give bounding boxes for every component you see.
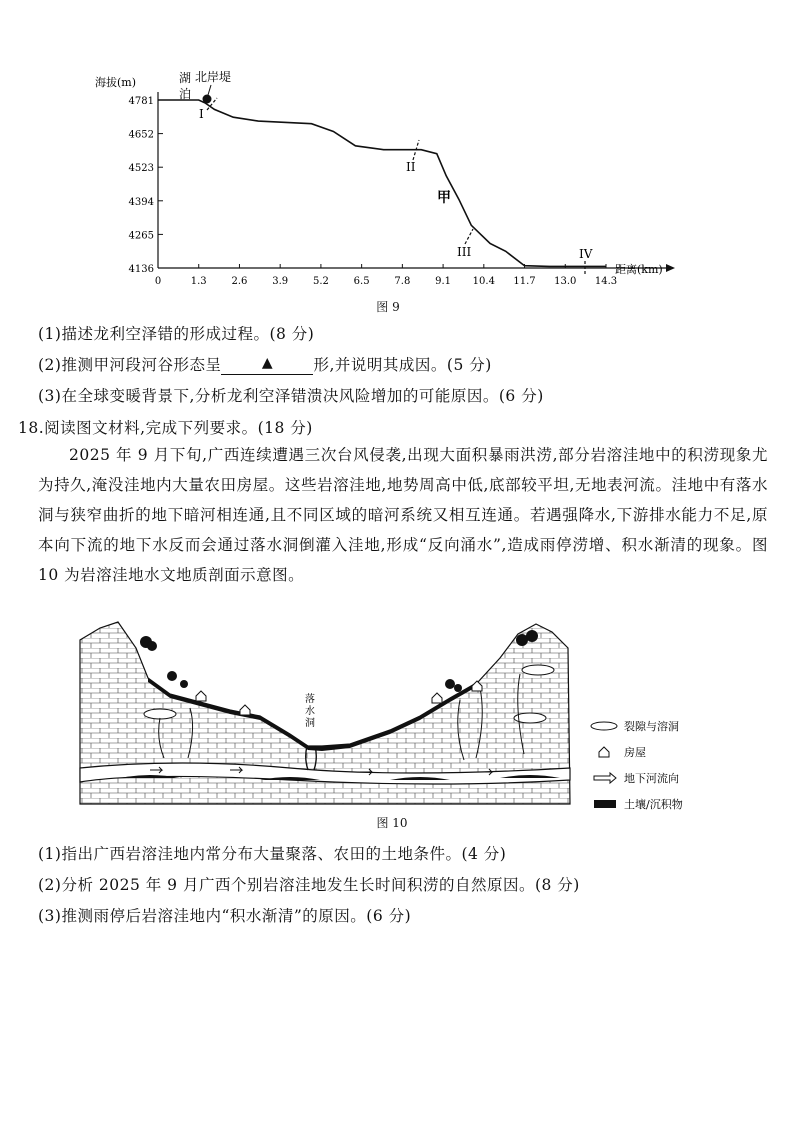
lake-point [203,95,212,104]
figure-9-chart [95,62,695,320]
q18-sub2: (2)分析 2025 年 9 月广西个别岩溶洼地发生长时间积涝的自然原因。(8 分) [38,876,580,894]
y-tick-label: 4265 [128,230,154,242]
q17-sub3: (3)在全球变暖背景下,分析龙利空泽错溃决风险增加的可能原因。(6 分) [38,387,544,405]
q18-sub1: (1)指出广西岩溶洼地内常分布大量聚落、农田的土地条件。(4 分) [38,845,507,863]
q18-heading: 18.阅读图文材料,完成下列要求。(18 分) [18,419,313,437]
q18-material [38,440,768,590]
x-tick-label: 0 [154,276,162,287]
q18-sub3: (3)推测雨停后岩溶洼地内“积水渐清”的原因。(6 分) [38,907,412,925]
y-tick-label: 4523 [128,163,154,175]
y-tick-label: 4781 [128,96,154,107]
legend-cave-symbol [591,722,617,730]
sinkhole-label-3: 洞 [305,718,315,729]
legend [591,719,683,811]
legend-flow-symbol [594,773,616,783]
x-tick-label: 14.3 [594,276,618,287]
y-tick-label: 4136 [128,264,154,275]
legend-house-label: 房屋 [624,746,646,759]
q17-sub2 [38,353,492,375]
legend-soil-label: 土壤/沉积物 [624,798,683,811]
sinkhole-label-2: 水 [305,706,315,717]
section-label-1: I [199,107,204,121]
legend-flow-label: 地下河流向 [624,772,679,785]
section-marker-3 [465,229,473,244]
figure-9-caption: 图 9 [376,300,400,314]
x-tick-label: 1.3 [190,276,207,287]
legend-house-symbol [599,747,609,757]
segment-label-jia: 甲 [437,190,451,206]
x-axis-arrow [666,264,675,272]
x-tick-label: 9.1 [435,276,452,287]
x-tick-label: 11.7 [513,276,536,287]
blank-marker: ▲ [261,355,274,371]
legend-cave-label: 裂隙与溶洞 [624,720,679,733]
x-tick-label: 13.0 [554,276,577,287]
sinkhole-label-1: 落 [305,694,315,705]
lake-label-2: 泊 [179,87,192,101]
lake-label-1: 湖 [179,71,192,85]
x-tick-label: 2.6 [231,276,248,287]
q17-sub1: (1)描述龙利空泽错的形成过程。(8 分) [38,325,315,343]
x-tick-label: 3.9 [272,276,289,287]
river-profile-line [158,100,606,266]
q17-sub2-pre: (2)推测甲河段河谷形态呈 [38,356,222,374]
q17-sub2-post: 形,并说明其成因。(5 分) [313,356,492,374]
section-label-4: IV [579,247,593,261]
answer-blank[interactable] [221,356,313,375]
x-tick-label: 10.4 [472,276,495,287]
figure-10-caption: 图 10 [376,816,408,830]
x-tick-label: 5.2 [312,276,329,287]
section-label-3: III [457,245,472,259]
dike-pointer [208,85,211,95]
x-tick-label: 6.5 [353,276,370,287]
section-label-2: II [406,160,416,174]
y-tick-label: 4394 [128,196,154,208]
y-tick-label: 4652 [128,129,154,141]
x-axis-label: 距离(km) [615,263,663,276]
y-axis-label: 海拔(m) [95,76,137,89]
figure-10-diagram [60,618,740,818]
dike-label: 北岸堤 [195,70,232,84]
q18-paragraph: 2025 年 9 月下旬,广西连续遭遇三次台风侵袭,出现大面积暴雨洪涝,部分岩溶洼地中的积涝现象尤为持久,淹没洼地内大量农田房屋。这些岩溶洼地,地势周高中低,底部较平坦,无地表河流。洼地中有落水洞与狭窄曲折的地下暗河相连通,且不同区域的暗河系统又相互连通。若遇强降水,下游排水能力不足,原本向下流的地下水反而会通过落水洞倒灌入洼地,形成“反向涌水”,造成雨停涝增、积水渐清的现象。图 10 为岩溶洼地水文地质剖面示意图。 [38,446,768,584]
legend-soil-symbol [594,800,616,808]
x-tick-label: 7.8 [394,276,411,287]
